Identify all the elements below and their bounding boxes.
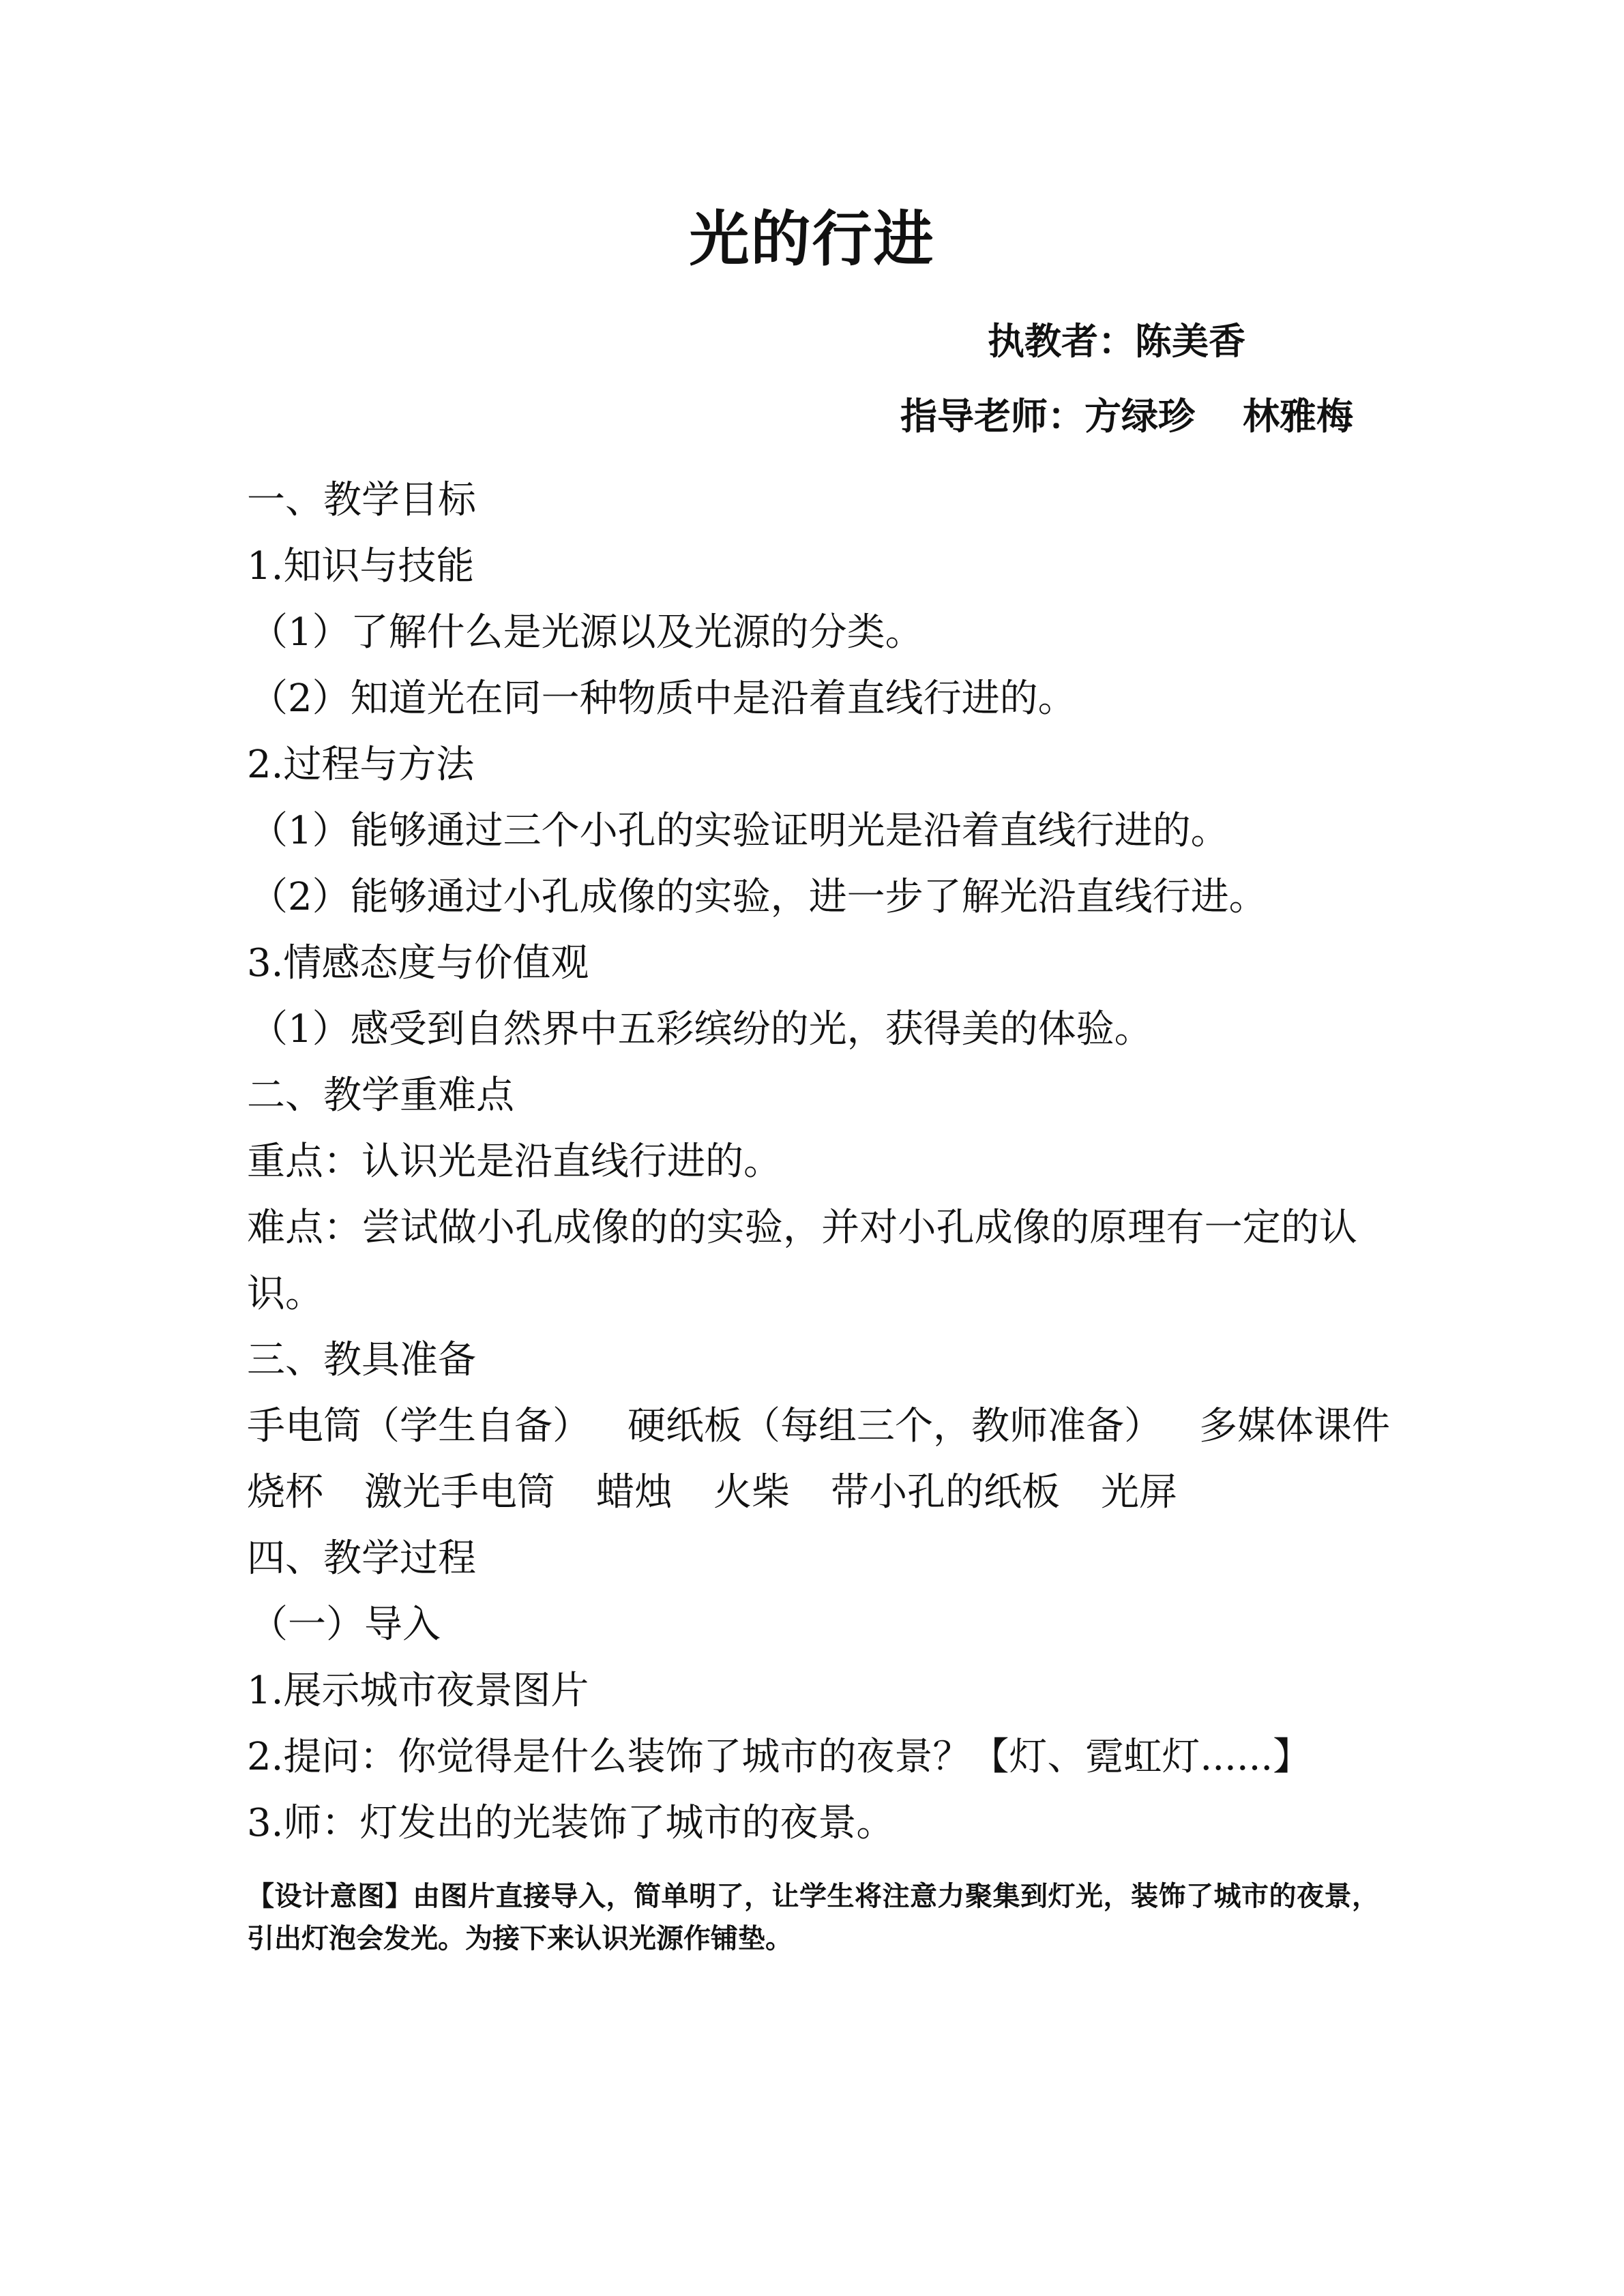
subheading-intro: （一）导入 <box>250 1602 441 1647</box>
section-heading-materials: 三、教具准备 <box>247 1338 476 1382</box>
teacher-byline: 执教者：陈美香 <box>988 319 1245 363</box>
advisor-second: 林雅梅 <box>1243 394 1353 438</box>
process-step: 1.展示城市夜景图片 <box>247 1669 589 1713</box>
process-step: 3.师：灯发出的光装饰了城市的夜景。 <box>247 1801 895 1845</box>
section-heading-key-points: 二、教学重难点 <box>247 1073 514 1118</box>
material-item: 蜡烛 <box>596 1470 673 1515</box>
subheading-knowledge: 1.知识与技能 <box>247 544 475 588</box>
advisor-label: 指导老师：方绿珍 <box>900 394 1195 438</box>
difficult-point: 难点：尝试做小孔成像的的实验，并对小孔成像的原理有一定的认 <box>247 1206 1357 1250</box>
design-intent-note: 【设计意图】由图片直接导入，简单明了，让学生将注意力聚集到灯光，装饰了城市的夜景，引出灯泡会发光。为接下来认识光源作铺垫。 <box>247 1880 1379 1954</box>
objective-item: （1）了解什么是光源以及光源的分类。 <box>250 610 924 655</box>
objective-item: （2）能够通过小孔成像的实验，进一步了解光沿直线行进。 <box>250 875 1267 919</box>
process-step: 2.提问：你觉得是什么装饰了城市的夜景？【灯、霓虹灯......】 <box>247 1735 1312 1779</box>
material-item: 光屏 <box>1101 1470 1177 1515</box>
subheading-process: 2.过程与方法 <box>247 743 475 787</box>
objective-item: （2）知道光在同一种物质中是沿着直线行进的。 <box>250 676 1076 721</box>
materials-row <box>247 1399 1390 1454</box>
subheading-emotion: 3.情感态度与价值观 <box>247 941 589 985</box>
material-item: 激光手电筒 <box>364 1470 555 1515</box>
section-heading-process: 四、教学过程 <box>247 1536 476 1581</box>
material-item: 烧杯 <box>247 1470 323 1515</box>
material-item: 手电筒（学生自备） <box>247 1404 591 1448</box>
key-point: 重点：认识光是沿直线行进的。 <box>247 1139 782 1184</box>
materials-row <box>247 1465 1177 1520</box>
objective-item: （1）感受到自然界中五彩缤纷的光，获得美的体验。 <box>250 1007 1153 1052</box>
material-item: 火柴 <box>713 1470 790 1515</box>
material-item: 硬纸板（每组三个，教师准备） <box>628 1404 1162 1448</box>
difficult-point-continued: 识。 <box>247 1272 323 1316</box>
material-item: 多媒体课件 <box>1199 1404 1390 1448</box>
document-title: 光的行进 <box>689 203 935 274</box>
objective-item: （1）能够通过三个小孔的实验证明光是沿着直线行进的。 <box>250 809 1229 853</box>
material-item: 带小孔的纸板 <box>831 1470 1060 1515</box>
section-heading-objectives: 一、教学目标 <box>247 478 476 522</box>
advisor-byline <box>900 389 1353 443</box>
